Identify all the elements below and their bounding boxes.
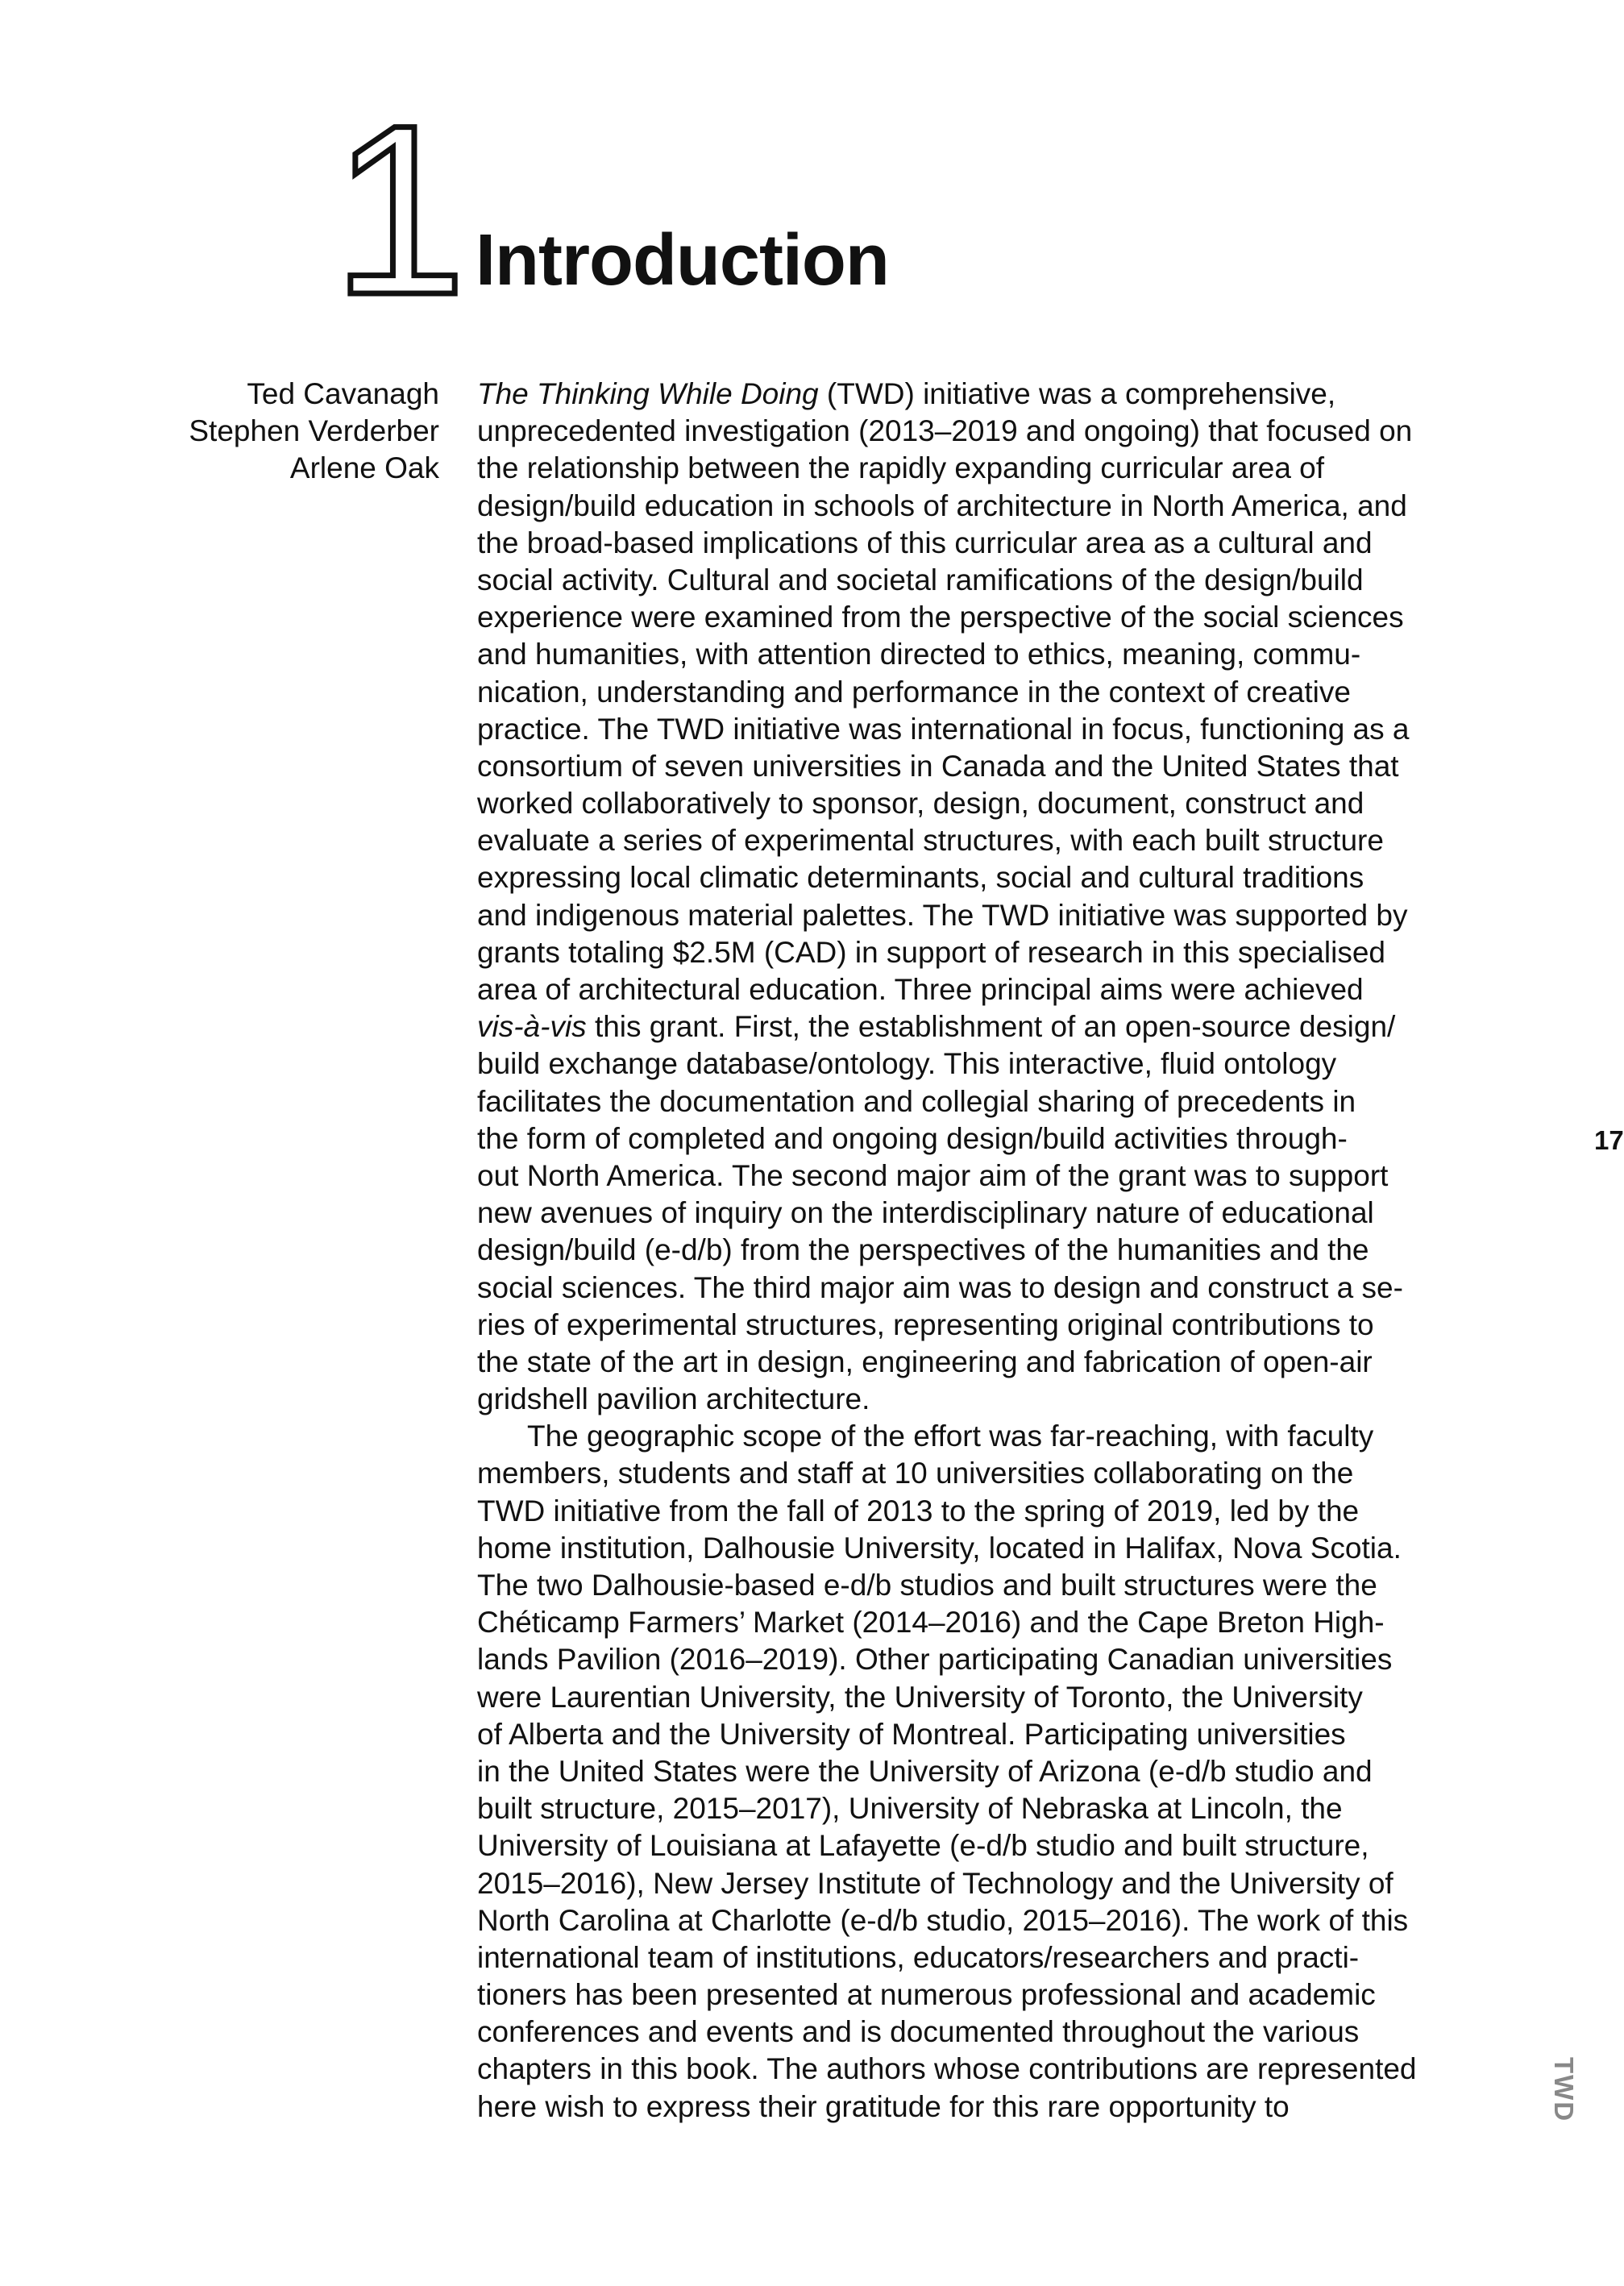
body-text: [477, 376, 1525, 2126]
text-line: out North America. The second major aim of the grant was to support: [477, 1158, 1389, 1192]
text-line: and humanities, with attention directed to ethics, meaning, commu-: [477, 638, 1361, 671]
text-line: the broad-based implications of this curricular area as a cultural and: [477, 526, 1373, 559]
text-line: evaluate a series of experimental structures, with each built structure: [477, 824, 1384, 858]
text-line: lands Pavilion (2016–2019). Other participating Canadian universities: [477, 1643, 1393, 1677]
paragraph: [477, 1418, 1525, 2126]
text-line: TWD initiative from the fall of 2013 to the spring of 2019, led by the: [477, 1494, 1360, 1527]
text-line: gridshell pavilion architecture.: [477, 1382, 870, 1416]
page-number: 17: [1594, 1125, 1624, 1155]
text-line: new avenues of inquiry on the interdisciplinary nature of educational: [477, 1196, 1374, 1230]
chapter-title: Introduction: [476, 220, 889, 301]
text-line: experience were examined from the perspective of the social sciences: [477, 601, 1404, 634]
text-line: [477, 376, 1525, 413]
text-line: were Laurentian University, the University of Toronto, the University: [477, 1680, 1363, 1714]
text-line: and indigenous material palettes. The TWD initiative was supported by: [477, 898, 1408, 932]
text-line: tioners has been presented at numerous professional and academic: [477, 1978, 1376, 2012]
text-line: social sciences. The third major aim was to design and construct a se-: [477, 1270, 1403, 1304]
text-line: 2015–2016), New Jersey Institute of Technology and the University of: [477, 1866, 1393, 1900]
text-line: members, students and staff at 10 universities collaborating on the: [477, 1457, 1354, 1490]
text-line: expressing local climatic determinants, social and cultural traditions: [477, 861, 1364, 895]
text-line: social activity. Cultural and societal ramifications of the design/build: [477, 563, 1364, 596]
text-line: the state of the art in design, engineering and fabrication of open-air: [477, 1345, 1373, 1378]
running-head: TWD: [1549, 2057, 1579, 2123]
text-line: worked collaboratively to sponsor, design, document, construct and: [477, 787, 1364, 821]
text-line: build exchange database/ontology. This interactive, fluid ontology: [477, 1047, 1337, 1081]
text-line: of Alberta and the University of Montreal. Participating universities: [477, 1717, 1346, 1751]
text-line: unprecedented investigation (2013–2019 and ongoing) that focused on: [477, 414, 1413, 448]
paragraph: [477, 376, 1525, 1418]
text-line: consortium of seven universities in Canada and the United States that: [477, 749, 1399, 783]
author-list: [121, 376, 439, 488]
text-line: Chéticamp Farmers’ Market (2014–2016) and the Cape Breton High-: [477, 1606, 1385, 1640]
text-line: North Carolina at Charlotte (e-d/b studio, 2015–2016). The work of this: [477, 1903, 1409, 1937]
text-line: The geographic scope of the effort was far-reaching, with faculty: [527, 1419, 1374, 1453]
text-line: area of architectural education. Three principal aims were achieved: [477, 973, 1364, 1006]
text-line: conferences and events and is documented throughout the various: [477, 2015, 1360, 2049]
text-line: The two Dalhousie-based e-d/b studios and built structures were the: [477, 1569, 1377, 1602]
text-line: practice. The TWD initiative was international in focus, functioning as a: [477, 712, 1410, 746]
text-line: grants totaling $2.5M (CAD) in support of research in this specialised: [477, 935, 1385, 969]
text-line: the form of completed and ongoing design/build activities through-: [477, 1121, 1348, 1155]
text-line: built structure, 2015–2017), University of Nebraska at Lincoln, the: [477, 1792, 1343, 1826]
line-group: [477, 1045, 1525, 1418]
text-line: here wish to express their gratitude for this rare opportunity to: [477, 2089, 1290, 2123]
text-line: University of Louisiana at Lafayette (e-d/b studio and built structure,: [477, 1829, 1369, 1863]
text-line: international team of institutions, educators/researchers and practi-: [477, 1940, 1360, 1974]
text-line: ries of experimental structures, representing original contributions to: [477, 1307, 1374, 1341]
italic-phrase: vis-à-vis: [477, 1010, 587, 1044]
text-line: in the United States were the University of Arizona (e-d/b studio and: [477, 1754, 1373, 1788]
text-span: (TWD) initiative was a comprehensive,: [818, 377, 1336, 410]
italic-title: The Thinking While Doing: [477, 377, 819, 410]
text-line: design/build (e-d/b) from the perspectives of the humanities and the: [477, 1233, 1369, 1267]
author-name: Stephen Verderber: [189, 414, 439, 448]
text-span: this grant. First, the establishment of an open-source design/: [586, 1010, 1396, 1044]
chapter-number: 1: [332, 74, 459, 345]
text-line: home institution, Dalhousie University, located in Halifax, Nova Scotia.: [477, 1531, 1402, 1565]
text-line: [477, 1008, 1525, 1045]
text-line: facilitates the documentation and collegial sharing of precedents in: [477, 1084, 1356, 1118]
text-line: nication, understanding and performance in the context of creative: [477, 675, 1351, 709]
line-group: [477, 413, 1525, 1008]
text-line: chapters in this book. The authors whose contributions are represented: [477, 2052, 1417, 2086]
text-line: the relationship between the rapidly expanding curricular area of: [477, 451, 1325, 485]
text-line: design/build education in schools of architecture in North America, and: [477, 488, 1407, 522]
author-name: Ted Cavanagh: [247, 377, 439, 410]
author-name: Arlene Oak: [289, 451, 439, 485]
